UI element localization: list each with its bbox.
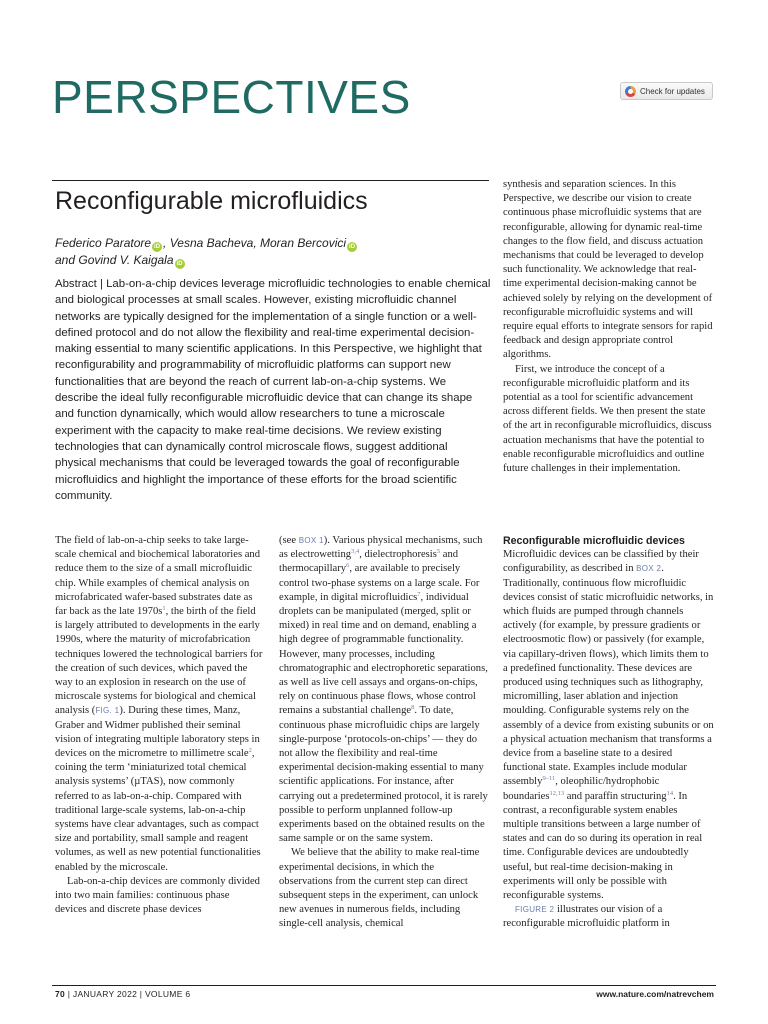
- citation-link[interactable]: 14: [666, 789, 674, 797]
- citation-link[interactable]: 12,13: [549, 789, 565, 797]
- section-heading: Reconfigurable microfluidic devices: [503, 535, 685, 547]
- figure-link[interactable]: FIGURE 2: [515, 905, 555, 915]
- paragraph: (see BOX 1). Various physical mechanisms, such as electrowetting$^{3,4}$, dielectrophoresis$^5$ and thermocapillary$^6$, are available to precisely control two-phase systems on a large scale. For example, in digital microfluidics$^7$, individual droplets can be manipulated (merged, split or mixed) in real time and on demand, enabling a high degree of programmable functionality. However, many processes, including chromatographic and electrophoretic separations, as well as live cell assays and organs-on-chips, rely on continuous phase flows, whose control remains a substantial challenge$^8$. To date, continuous phase microfluidic chips are largely single-purpose ‘protocols-on-chips’ — they do not allow the flexibility and real-time experimental decision-making essential to many scientific applications. For instance, after carrying out a predetermined protocol, it is rarely possible to perform unplanned follow-up experiments based on the obtained results on the same sample or on the same system.: [279, 535, 488, 845]
- abstract: Abstract | Lab-on-a-chip devices leverage microfluidic technologies to enable chemical and biological processes at small scales. However, existing microfluidic channel networks are typically designed for the implementation of a single function or a well-defined protocol and do not allow the flexibility and real-time experimental decision-making essential to many scientific applications. In this Perspective, we highlight that reconfigurability and programmability of microfluidic platforms can support new functionalities that are beyond the reach of current lab-on-a-chip systems. We describe the ideal fully reconfigurable microfluidic device that can change its shape and function dynamically, which would allow researchers to tune a microscale experiment with the capacity to make real-time decisions. We review existing technologies that can dynamically control microscale flows, suggest additional physical mechanisms that could be leveraged towards the goal of reconfigurable microfluidics and highlight the importance of these efforts for the broad scientific community.: [55, 278, 491, 502]
- body-column-3-bottom: [503, 534, 715, 932]
- citation-link[interactable]: 5: [436, 548, 441, 556]
- check-for-updates-label: Check for updates: [640, 86, 705, 96]
- orcid-icon[interactable]: iD: [349, 244, 356, 250]
- journal-url-link[interactable]: www.nature.com/natrevchem: [596, 989, 714, 999]
- citation-link[interactable]: 8: [411, 704, 415, 712]
- citation-link[interactable]: 6: [346, 562, 350, 570]
- author-list: Federico Paratore iD , Vesna Bacheva, Moran Bercovici iD and Govind V. Kaigala iD: [55, 236, 356, 267]
- check-for-updates-button[interactable]: [620, 82, 713, 100]
- section-masthead: PERSPECTIVES: [52, 71, 411, 123]
- body-column-2: [279, 534, 489, 932]
- figure-link[interactable]: FIG. 1: [95, 706, 120, 716]
- paragraph: synthesis and separation sciences. In this Perspective, we describe our vision to create continuous phase microfluidic systems that are reconfigurable, allowing for dynamic real-time changes to the flow field, and discuss actuation mechanisms that could be leveraged to develop such functionality. We acknowledge that real-time experimental decision-making cannot be achieved solely by relying on the development of reconfigurable microfluidic systems and will require equal efforts to integrate sensors for rapid feedback and design appropriate control algorithms.: [503, 179, 713, 361]
- article-title: Reconfigurable microfluidics: [55, 187, 368, 215]
- body-column-3-top: [503, 178, 715, 476]
- orcid-icon[interactable]: iD: [154, 244, 161, 250]
- paragraph: We believe that the ability to make real-time experimental decisions, in which the observations from the current step can direct subsequent steps in the experiment, can unlock new avenues in numerous fields, including single-cell analysis, chemical: [279, 847, 480, 930]
- citation-link[interactable]: 2: [248, 747, 252, 755]
- citation-link[interactable]: 3,4: [351, 548, 360, 556]
- author-link[interactable]: Federico Paratore: [55, 236, 152, 250]
- citation-link[interactable]: 1: [162, 605, 166, 613]
- paragraph: First, we introduce the concept of a reconfigurable microfluidic platform and its potential as a tool for scientific advancement across different fields. We then present the state of the art in reconfigurable microfluidics, discuss actuation mechanisms that have the potential to enable reconfigurable microfluidics and outline future challenges in their implementation.: [503, 363, 712, 475]
- footer-rule: [52, 985, 716, 986]
- body-column-1: [55, 534, 263, 917]
- footer-issue: [55, 989, 190, 999]
- box-link[interactable]: BOX 1: [298, 536, 324, 545]
- box-link[interactable]: BOX 2: [636, 564, 662, 574]
- paragraph: FIGURE 2 illustrates our vision of a reconfigurable microfluidic platform in: [503, 904, 670, 930]
- page-number: 70: [55, 989, 66, 999]
- issue-info: | JANUARY 2022 | VOLUME 6: [65, 989, 191, 999]
- paragraph: Microfluidic devices can be classified by their configurability, as described in BOX 2. Traditionally, continuous flow microfluidic devices consist of static microfluidic networks, in which fluids are pumped through channels actively (for example, by pressure gradients or electroosmotic flow) or passively (for example, via capillary-driven flows), which limits them to a predefined functionality. These devices are produced using techniques such as lithography, micromilling, laser ablation and injection moulding. Configurable systems rely on the assembly of a device from existing subunits or on a physical actuation mechanism that transforms a device from a baseline state to a desired functional state. Examples include modular assembly$^{9-11}$, oleophilic/hydrophobic boundaries$^{12,13}$ and paraffin structuring$^{14}$. In contrast, a reconfigurable system enables multiple transitions between a large number of states and can do so during its operation in real time. Configurable devices are undoubtedly useful, but real-time decision-making in experiments will only be possible with reconfigurable systems.: [503, 549, 714, 902]
- paragraph: The field of lab-on-a-chip seeks to take large-scale chemical and biochemical laboratories and reduce them to the size of a small microfluidic chip. While examples of chemical analysis on microfabricated wafer-based substrates date as far back as the late $1970s^1$, the birth of the field is largely attributed to developments in the early 1990s, where the maturity of microfabrication techniques lowered the technological barriers for the creation of such devices, which paved the way to an explosion in research on the use of microscale systems for biological and chemical analysis (FIG. 1). During these times, Manz, Graber and Widmer published their seminal vision of integrating multiple laboratory steps in devices on the micrometre to millimetre scale$^2$, coining the term ‘miniaturized total chemical analysis systems’ (µTAS), now commonly referred to as lab-on-a-chip. Compared with traditional large-scale systems, lab-on-a-chip systems have clear advantages, such as compact size and portability, small sample and reagent volumes, as well as new potential functionalities enabled by the microscale.: [55, 535, 263, 873]
- author-link[interactable]: Moran Bercovici: [260, 236, 347, 250]
- author-link[interactable]: and Govind V. Kaigala: [55, 253, 174, 267]
- title-rule: [52, 180, 489, 181]
- citation-link[interactable]: 7: [417, 590, 421, 598]
- paragraph: Lab-on-a-chip devices are commonly divided into two main families: continuous phase devices and discrete phase devices: [55, 875, 260, 916]
- orcid-icon[interactable]: iD: [176, 261, 183, 267]
- crossmark-icon: [625, 86, 636, 97]
- citation-link[interactable]: 9–11: [542, 775, 556, 783]
- author-link[interactable]: Vesna Bacheva: [169, 236, 254, 250]
